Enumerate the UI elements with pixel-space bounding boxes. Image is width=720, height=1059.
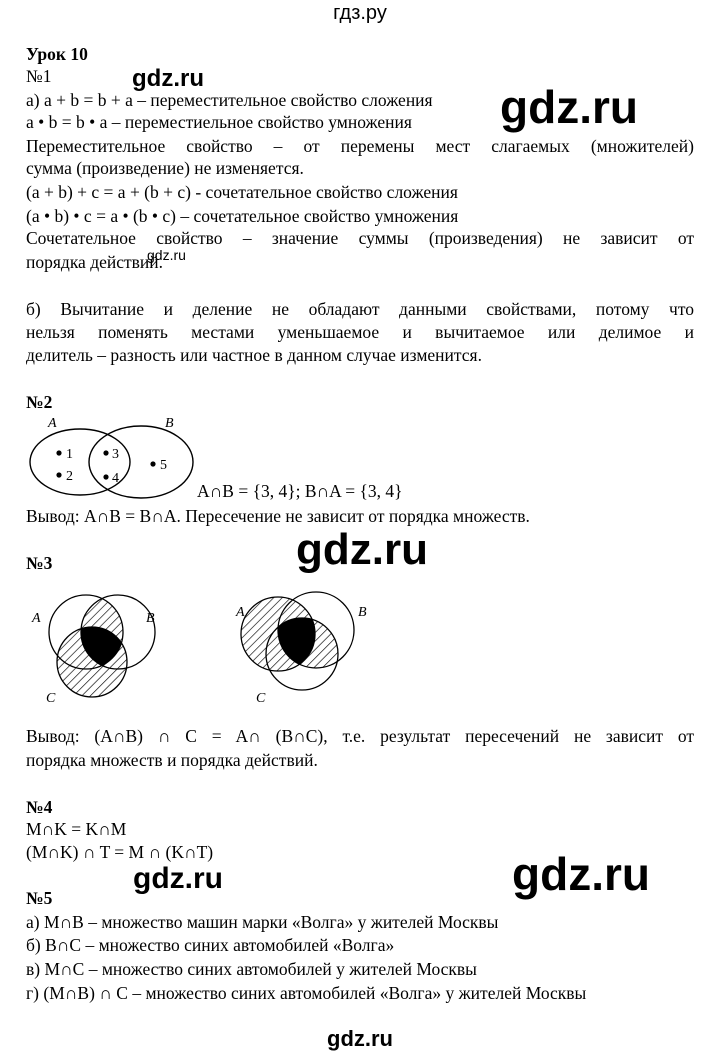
task1-line: б) Вычитание и деление не обладают данными свойствами, потому что: [26, 299, 694, 319]
element-2: 2: [66, 469, 73, 484]
set-b-label: B: [165, 416, 174, 431]
site-footer: gdz.ru: [327, 1026, 393, 1051]
task3-conclusion: Вывод: (A∩B) ∩ C = A∩ (B∩C), т.е. результат пересечений не зависит от: [26, 726, 694, 746]
task4-line: (M∩K) ∩ T = M ∩ (K∩T): [26, 842, 214, 862]
watermark: gdz.ru: [500, 81, 638, 133]
venn-diagram-task2: [24, 414, 204, 504]
set-b-label: B: [146, 611, 155, 626]
venn-diagram-task3-left: [26, 590, 166, 710]
element-3: 3: [112, 447, 119, 462]
set-a-label: A: [32, 611, 41, 626]
lesson-title: Урок 10: [26, 44, 88, 64]
task1-line: а) a + b = b + a – переместительное свойство сложения: [26, 90, 433, 110]
task4-number: №4: [26, 797, 53, 817]
watermark: gdz.ru: [133, 862, 223, 895]
task4-line: M∩K = K∩M: [26, 819, 127, 839]
task1-line: Переместительное свойство – от перемены мест слагаемых (множителей): [26, 136, 694, 156]
watermark: gdz.ru: [147, 247, 186, 263]
set-a-label: A: [48, 416, 57, 431]
task1-line: Сочетательное свойство – значение суммы (произведения) не зависит от: [26, 228, 694, 248]
task5-line: г) (M∩B) ∩ C – множество синих автомобилей «Волга» у жителей Москвы: [26, 983, 587, 1003]
task3-number: №3: [26, 553, 53, 573]
element-4: 4: [112, 471, 119, 486]
element-1: 1: [66, 447, 73, 462]
task3-conclusion: порядка множеств и порядка действий.: [26, 750, 318, 770]
watermark: gdz.ru: [132, 65, 204, 92]
task5-line: б) B∩C – множество синих автомобилей «Волга»: [26, 935, 395, 955]
task5-number: №5: [26, 888, 53, 908]
set-c-label: C: [256, 691, 266, 706]
task2-formula: A∩B = {3, 4}; B∩A = {3, 4}: [197, 481, 403, 501]
set-c-label: C: [46, 691, 56, 706]
venn-diagram-task3-right: [230, 590, 380, 710]
task1-line: (a • b) • c = a • (b • c) – сочетательное свойство умножения: [26, 206, 459, 226]
task2-conclusion: Вывод: A∩B = B∩A. Пересечение не зависит от порядка множеств.: [26, 506, 530, 526]
watermark: gdz.ru: [512, 848, 650, 900]
task2-number: №2: [26, 392, 53, 412]
task1-line: сумма (произведение) не изменяется.: [26, 158, 304, 178]
task1-line: a • b = b • a – переместиельное свойство умножения: [26, 112, 412, 132]
site-header: гдз.ру: [333, 2, 387, 24]
set-a-label: A: [236, 605, 245, 620]
task1-line: порядка действий.: [26, 252, 164, 272]
element-5: 5: [160, 458, 167, 473]
task1-number: №1: [26, 66, 52, 86]
task1-line: (a + b) + c = a + (b + c) - сочетательное свойство сложения: [26, 182, 458, 202]
task1-line: делитель – разность или частное в данном случае изменится.: [26, 345, 482, 365]
task5-line: а) M∩B – множество машин марки «Волга» у жителей Москвы: [26, 912, 499, 932]
watermark: gdz.ru: [296, 525, 428, 574]
task1-line: нельзя поменять местами уменьшаемое и вычитаемое или делимое и: [26, 322, 694, 342]
set-b-label: B: [358, 605, 367, 620]
task5-line: в) M∩C – множество синих автомобилей у жителей Москвы: [26, 959, 477, 979]
